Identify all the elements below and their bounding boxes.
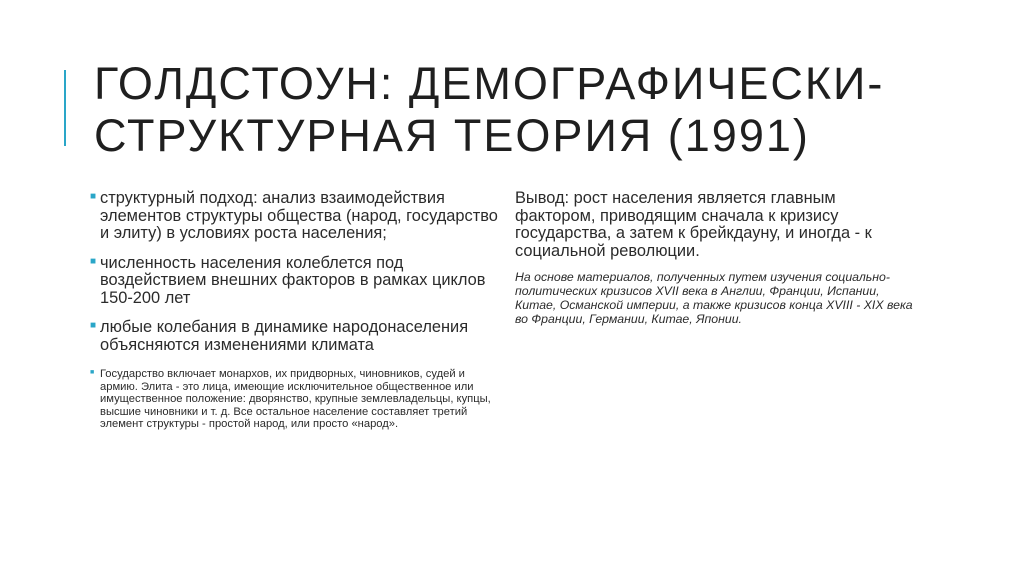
- small-note-text: Государство включает монархов, их придворных, чиновников, судей и армию. Элита - это лица, имеющие исключительное общественное или имущественное положение: дворянство, крупные землевладельцы, купцы, высшие чиновники и т. д. Все остальное население составляет третий элемент структуры - простой народ, или просто «народ».: [100, 368, 491, 431]
- bullet-item-small-note: [90, 368, 500, 431]
- bullet-item: [90, 319, 500, 354]
- bullet-square-icon: ■: [90, 255, 97, 267]
- bullet-text: численность населения колеблется под воздействием внешних факторов в рамках циклов 150-200 лет: [100, 253, 486, 307]
- bullet-square-icon: ■: [90, 369, 95, 376]
- source-note-text: На основе материалов, полученных путем изучения социально-политических кризисов XVII века в Англии, Франции, Испании, Китае, Османской империи, а также кризисов конца XVIII - XIX века во Франции, Германии, Китае, Японии.: [515, 270, 913, 326]
- left-column: [90, 190, 500, 443]
- bullet-square-icon: ■: [90, 320, 97, 331]
- bullet-item: [90, 255, 500, 308]
- conclusion-text: Вывод: рост населения является главным фактором, приводящим сначала к кризису государства, а затем к брейкдауну, и иногда - к социальной революции.: [515, 189, 872, 260]
- bullet-text: любые колебания в динамике народонаселения объясняются изменениями климата: [100, 318, 469, 354]
- slide-title: ГОЛДСТОУН: ДЕМОГРАФИЧЕСКИ-СТРУКТУРНАЯ ТЕОРИЯ (1991): [94, 58, 885, 161]
- bullet-square-icon: ■: [90, 191, 97, 202]
- bullet-item: [90, 190, 500, 243]
- title-accent-bar: [64, 70, 66, 146]
- right-column: [515, 190, 915, 326]
- bullet-text: структурный подход: анализ взаимодействия элементов структуры общества (народ, государство и элиту) в условиях роста населения;: [100, 189, 498, 242]
